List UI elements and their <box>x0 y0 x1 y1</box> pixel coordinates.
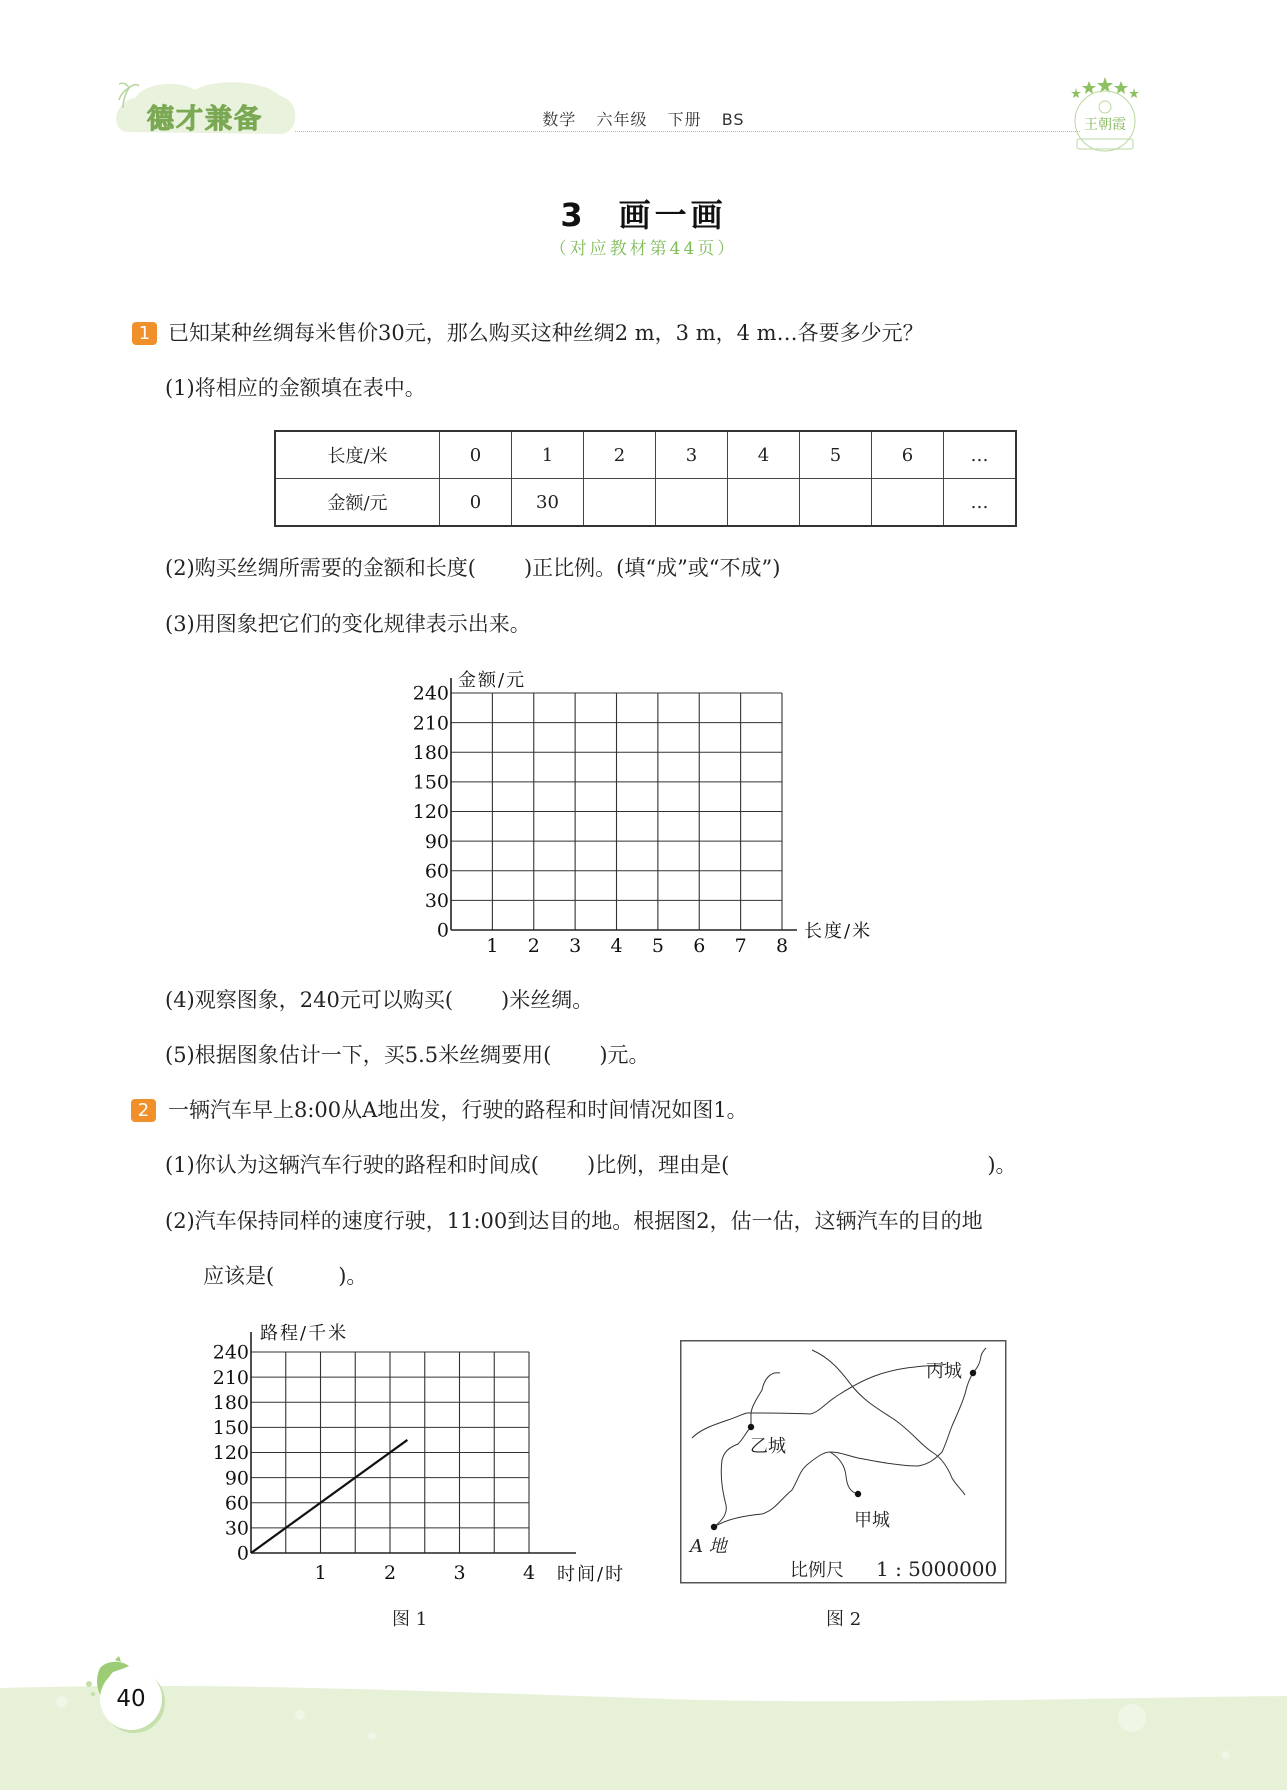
q1-part2-text-a: (2)购买丝绸所需要的金额和长度( <box>165 556 476 580</box>
q1-part1: (1)将相应的金额填在表中。 <box>165 376 426 400</box>
y-tick-label: 150 <box>212 1417 249 1440</box>
q2-part1-text-b: )比例，理由是( <box>586 1153 730 1177</box>
table-cell: 1 <box>512 431 584 479</box>
x-tick-label: 5 <box>651 935 664 957</box>
q2-part2: (2)汽车保持同样的速度行驶，11:00到达目的地。根据图2，估一估，这辆汽车的目的地 <box>165 1209 983 1233</box>
table-cell: 0 <box>440 431 512 479</box>
volume: 下册 <box>667 110 702 129</box>
y-tick-label: 210 <box>412 712 449 735</box>
x-tick-label: 2 <box>383 1562 397 1584</box>
table-cell: … <box>944 479 1017 527</box>
y-tick-label: 210 <box>212 1366 249 1389</box>
q1-stem: 已知某种丝绸每米售价30元，那么购买这种丝绸2 m，3 m，4 m…各要多少元？ <box>168 321 924 345</box>
lesson-number: 3 <box>560 196 583 234</box>
y-tick-label: 120 <box>412 801 449 824</box>
table-cell: 3 <box>656 431 728 479</box>
y-tick-label: 30 <box>224 1517 249 1540</box>
fig2-caption: 图 2 <box>826 1609 862 1630</box>
question-badge-2: 2 <box>131 1099 156 1122</box>
x-tick-label: 2 <box>527 935 540 957</box>
q1-part5-text-b: )元。 <box>599 1043 650 1067</box>
x-tick-label: 4 <box>610 935 623 957</box>
y-tick-label: 120 <box>212 1442 249 1465</box>
a-place-dot <box>711 1524 717 1530</box>
q2-stem: 一辆汽车早上8:00从A地出发，行驶的路程和时间情况如图1。 <box>168 1098 748 1122</box>
y-tick-label: 150 <box>412 771 449 794</box>
y-axis-label: 路程/千米 <box>260 1323 349 1344</box>
y-tick-label: 90 <box>224 1467 249 1490</box>
q1-part5-text-a: (5)根据图象估计一下，买5.5米丝绸要用( <box>165 1043 552 1067</box>
edition: BS <box>721 110 745 129</box>
row-header: 金额/元 <box>275 479 440 527</box>
y-tick-label: 240 <box>412 682 449 705</box>
a-place-label: A 地 <box>690 1536 727 1557</box>
x-tick-label: 8 <box>775 935 789 957</box>
series-line <box>251 1440 407 1553</box>
scale-value: 1 : 5000000 <box>876 1557 998 1581</box>
x-tick-label: 3 <box>569 935 582 957</box>
table-cell: 6 <box>872 431 944 479</box>
y-tick-label: 0 <box>436 919 449 942</box>
y-tick-label: 60 <box>224 1492 249 1515</box>
jia-city-label: 甲城 <box>854 1510 890 1531</box>
q2-part2-cont-text-b: )。 <box>338 1264 368 1288</box>
q2-part2-cont-text-a: 应该是( <box>203 1264 275 1288</box>
q1-part2-text-b: )正比例。(填“成”或“不成”) <box>523 556 781 580</box>
q2-part1-text-a: (1)你认为这辆汽车行驶的路程和时间成( <box>165 1153 539 1177</box>
q1-part3: (3)用图象把它们的变化规律表示出来。 <box>165 612 531 636</box>
table-cell: 0 <box>440 479 512 527</box>
lesson-subtitle: （对应教材第44页） <box>549 239 738 259</box>
x-tick-label: 7 <box>734 935 747 957</box>
jia-city-dot <box>855 1491 861 1497</box>
bing-city-label: 丙城 <box>926 1361 962 1382</box>
x-axis-label: 时间/时 <box>557 1564 626 1585</box>
yi-city-label: 乙城 <box>750 1436 786 1457</box>
grade: 六年级 <box>596 110 648 129</box>
x-axis-label: 长度/米 <box>804 921 873 942</box>
scale-label: 比例尺 <box>790 1560 844 1581</box>
table-cell: 4 <box>728 431 800 479</box>
y-axis-label: 金额/元 <box>458 670 527 691</box>
page-number: 40 <box>100 1668 162 1730</box>
seal-text: 王朝霞 <box>1084 117 1126 133</box>
footer-band <box>0 1680 1287 1790</box>
bing-city-dot <box>970 1370 976 1376</box>
table-cell: 2 <box>584 431 656 479</box>
x-tick-label: 1 <box>486 935 499 957</box>
table-cell: 30 <box>512 479 584 527</box>
q2-part1-text-c: )。 <box>987 1153 1017 1177</box>
x-tick-label: 4 <box>522 1562 536 1584</box>
route-map <box>680 1340 1007 1584</box>
x-tick-label: 3 <box>453 1562 466 1584</box>
table-cell: … <box>944 431 1017 479</box>
yi-city-dot <box>748 1424 754 1430</box>
y-tick-label: 180 <box>212 1391 249 1414</box>
lesson-name: 画一画 <box>618 196 727 234</box>
y-tick-label: 60 <box>424 860 449 883</box>
y-tick-label: 0 <box>236 1542 249 1565</box>
row-header: 长度/米 <box>275 431 440 479</box>
q1-part4-text-a: (4)观察图象，240元可以购买( <box>165 988 454 1012</box>
question-badge-1: 1 <box>132 322 157 345</box>
x-tick-label: 1 <box>314 1562 327 1584</box>
q1-part4-text-b: )米丝绸。 <box>501 988 594 1012</box>
x-tick-label: 6 <box>693 935 706 957</box>
subject: 数学 <box>542 110 577 129</box>
y-tick-label: 30 <box>424 890 449 913</box>
brand-text: 德才兼备 <box>147 104 263 135</box>
fig1-caption: 图 1 <box>392 1609 428 1630</box>
y-tick-label: 240 <box>212 1341 249 1364</box>
table-cell: 5 <box>800 431 872 479</box>
y-tick-label: 90 <box>424 830 449 853</box>
y-tick-label: 180 <box>412 741 449 764</box>
